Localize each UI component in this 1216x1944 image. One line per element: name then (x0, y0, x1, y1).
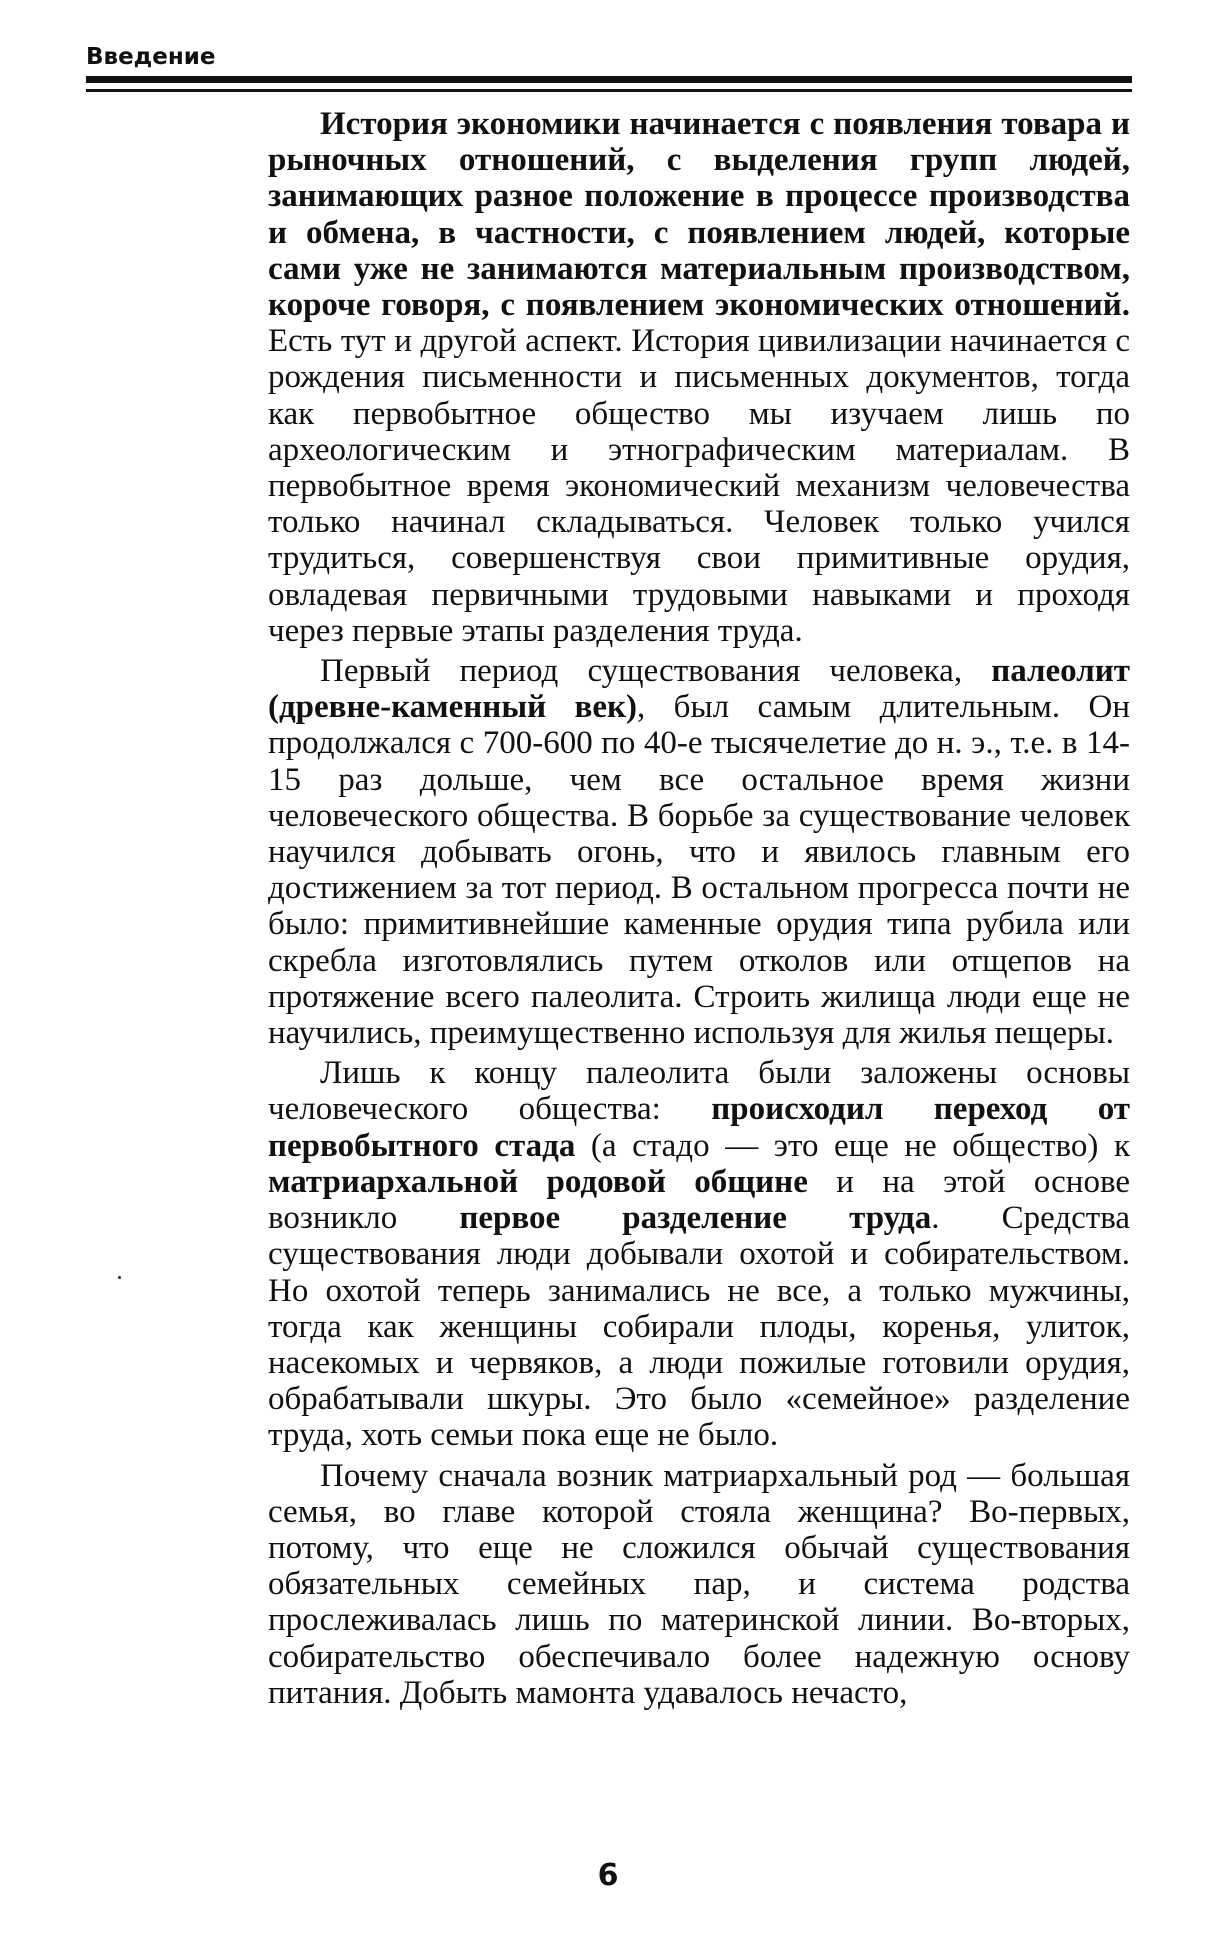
text-segment: Лишь к концу палеолита были заложены основы человеческого общества: (268, 1055, 1130, 1128)
text-segment-bold: происходил переход от первобытного стада (268, 1091, 1130, 1164)
text-segment-bold: матриархальной родовой общине (268, 1163, 808, 1200)
text-segment-bold: палеолит (древне-каменный век) (268, 653, 1130, 726)
body-text (268, 106, 1130, 1711)
paragraph-2 (268, 653, 1130, 1051)
paragraph-1 (268, 106, 1130, 649)
text-segment: Почему сначала возник матриархальный род — большая семья, во главе которой стояла женщина? Во-первых, потому, что еще не сложился обычай существования обязательных семейных пар, и система родства прослеживалась лишь по материнской линии. Во-вторых, собирательство обеспечивало более надежную основу питания. Добыть мамонта удавалось нечасто, (268, 1457, 1130, 1711)
page-number: 6 (597, 1858, 619, 1893)
print-speck (118, 1276, 121, 1279)
text-segment: и на этой основе возникло (268, 1163, 1130, 1237)
text-segment-bold: первое разделение труда (459, 1200, 932, 1237)
paragraph-3 (268, 1055, 1130, 1453)
header-rule-thin (86, 89, 1132, 92)
text-segment: . Средства существования люди добывали охотой и собирательством. Но охотой теперь занимались не все, а только мужчины, тогда как женщины собирали плоды, коренья, улиток, насекомых и червяков, а люди пожилые готовили орудия, обрабатывали шкуры. Это было «семейное» разделение труда, хоть семьи пока еще не было. (268, 1200, 1130, 1454)
text-segment: , был самым длительным. Он продолжался с 700-600 по 40-е тысячелетие до н. э., т.е. в 14-15 раз дольше, чем все остальное время жизни человеческого общества. В борьбе за существование человек научился добывать огонь, что и явилось главным его достижением за тот период. В остальном прогресса почти не было: примитивнейшие каменные орудия типа рубила или скребла изготовлялись путем отколов или отщепов на протяжение всего палеолита. Строить жилища люди еще не научились, преимущественно используя для жилья пещеры. (268, 689, 1130, 1052)
header-rule-thick (86, 76, 1132, 83)
text-segment-bold: История экономики начинается с появления товара и рыночных отношений, с выделения групп людей, занимающих разное положение в процессе производства и обмена, в частности, с появлением людей, которые сами уже не занимаются материальным производством, короче говоря, с появлением экономических отношений. (268, 106, 1130, 324)
text-segment: Первый период существования человека, (320, 653, 992, 690)
text-segment: (а стадо — это еще не общество) к (575, 1127, 1130, 1164)
paragraph-4 (268, 1458, 1130, 1711)
text-segment: Есть тут и другой аспект. История цивилизации начинается с рождения письменности и письменных документов, тогда как первобытное общество мы изучаем лишь по археологическим и этнографическим материалам. В первобытное время экономический механизм человечества только начинал складываться. Человек только учился трудиться, совершенствуя свои примитивные орудия, овладевая первичными трудовыми навыками и проходя через первые этапы разделения труда. (268, 323, 1130, 649)
running-head-title: Введение (86, 44, 216, 70)
